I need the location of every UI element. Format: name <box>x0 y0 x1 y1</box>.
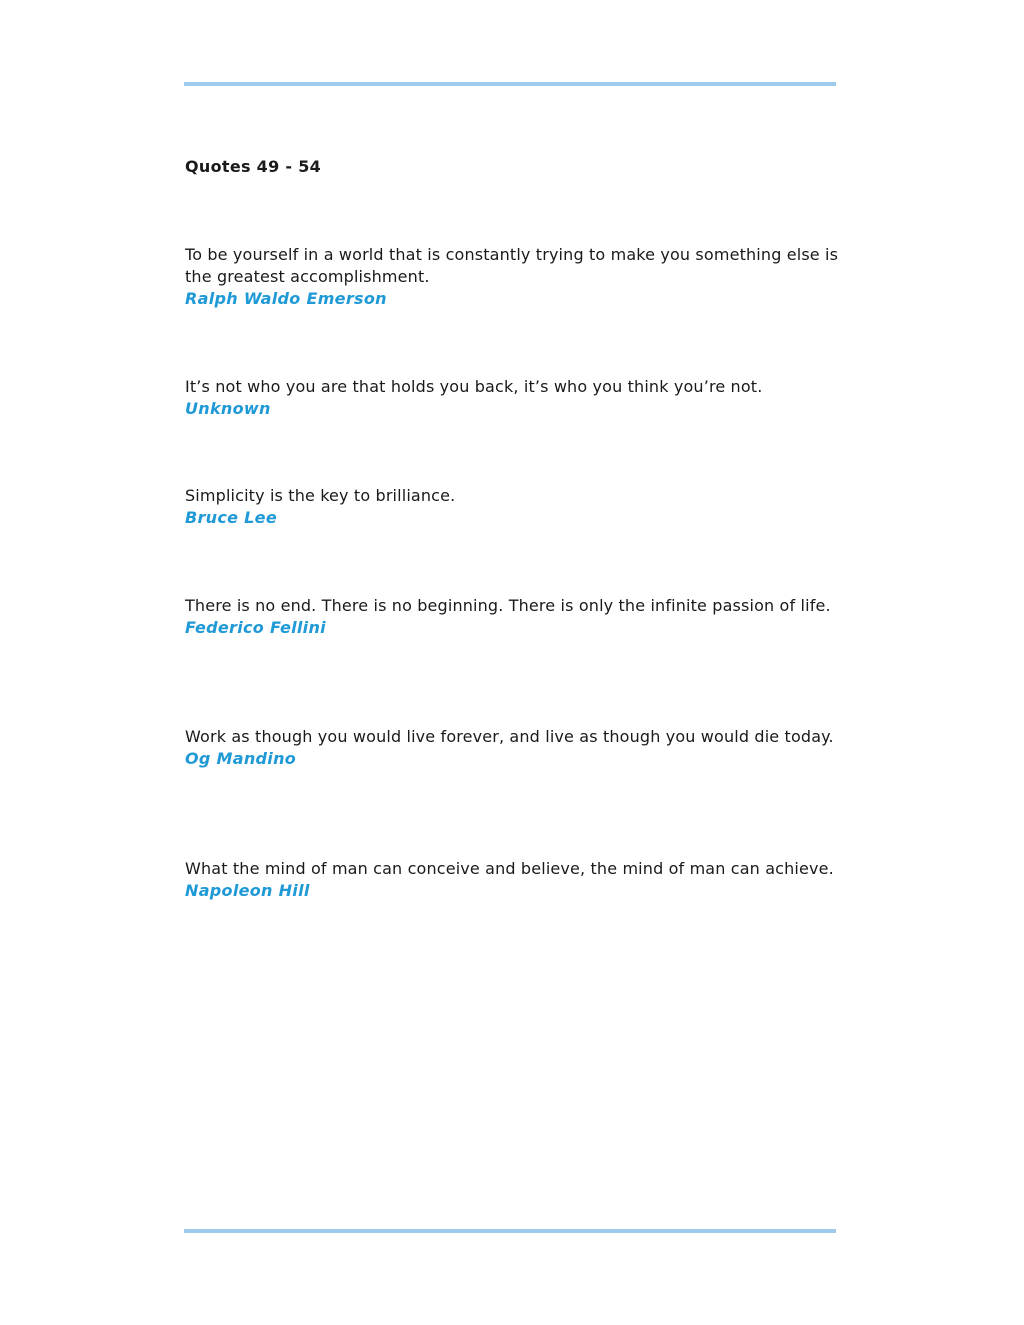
bottom-divider <box>184 1229 836 1233</box>
quote-text: There is no end. There is no beginning. There is only the infinite passion of life. <box>185 596 831 615</box>
quote-block <box>185 858 845 902</box>
quote-author: Federico Fellini <box>185 618 326 637</box>
quote-block <box>185 726 845 770</box>
page-title: Quotes 49 - 54 <box>185 157 322 176</box>
quote-block <box>185 244 845 310</box>
quote-author: Og Mandino <box>185 749 297 768</box>
top-divider <box>184 82 836 86</box>
quote-text: Work as though you would live forever, and live as though you would die today. <box>185 727 834 746</box>
quote-author: Bruce Lee <box>185 508 277 527</box>
quote-author: Ralph Waldo Emerson <box>185 289 387 308</box>
quote-author: Unknown <box>185 399 271 418</box>
quote-text: To be yourself in a world that is constantly trying to make you something else is the greatest accomplishment. <box>185 245 839 286</box>
quote-block <box>185 485 845 529</box>
quote-block <box>185 376 845 420</box>
quote-text: What the mind of man can conceive and believe, the mind of man can achieve. <box>185 859 834 878</box>
quote-block <box>185 595 845 639</box>
quote-text: It’s not who you are that holds you back, it’s who you think you’re not. <box>185 377 763 396</box>
quote-text: Simplicity is the key to brilliance. <box>185 486 456 505</box>
quote-author: Napoleon Hill <box>185 881 310 900</box>
